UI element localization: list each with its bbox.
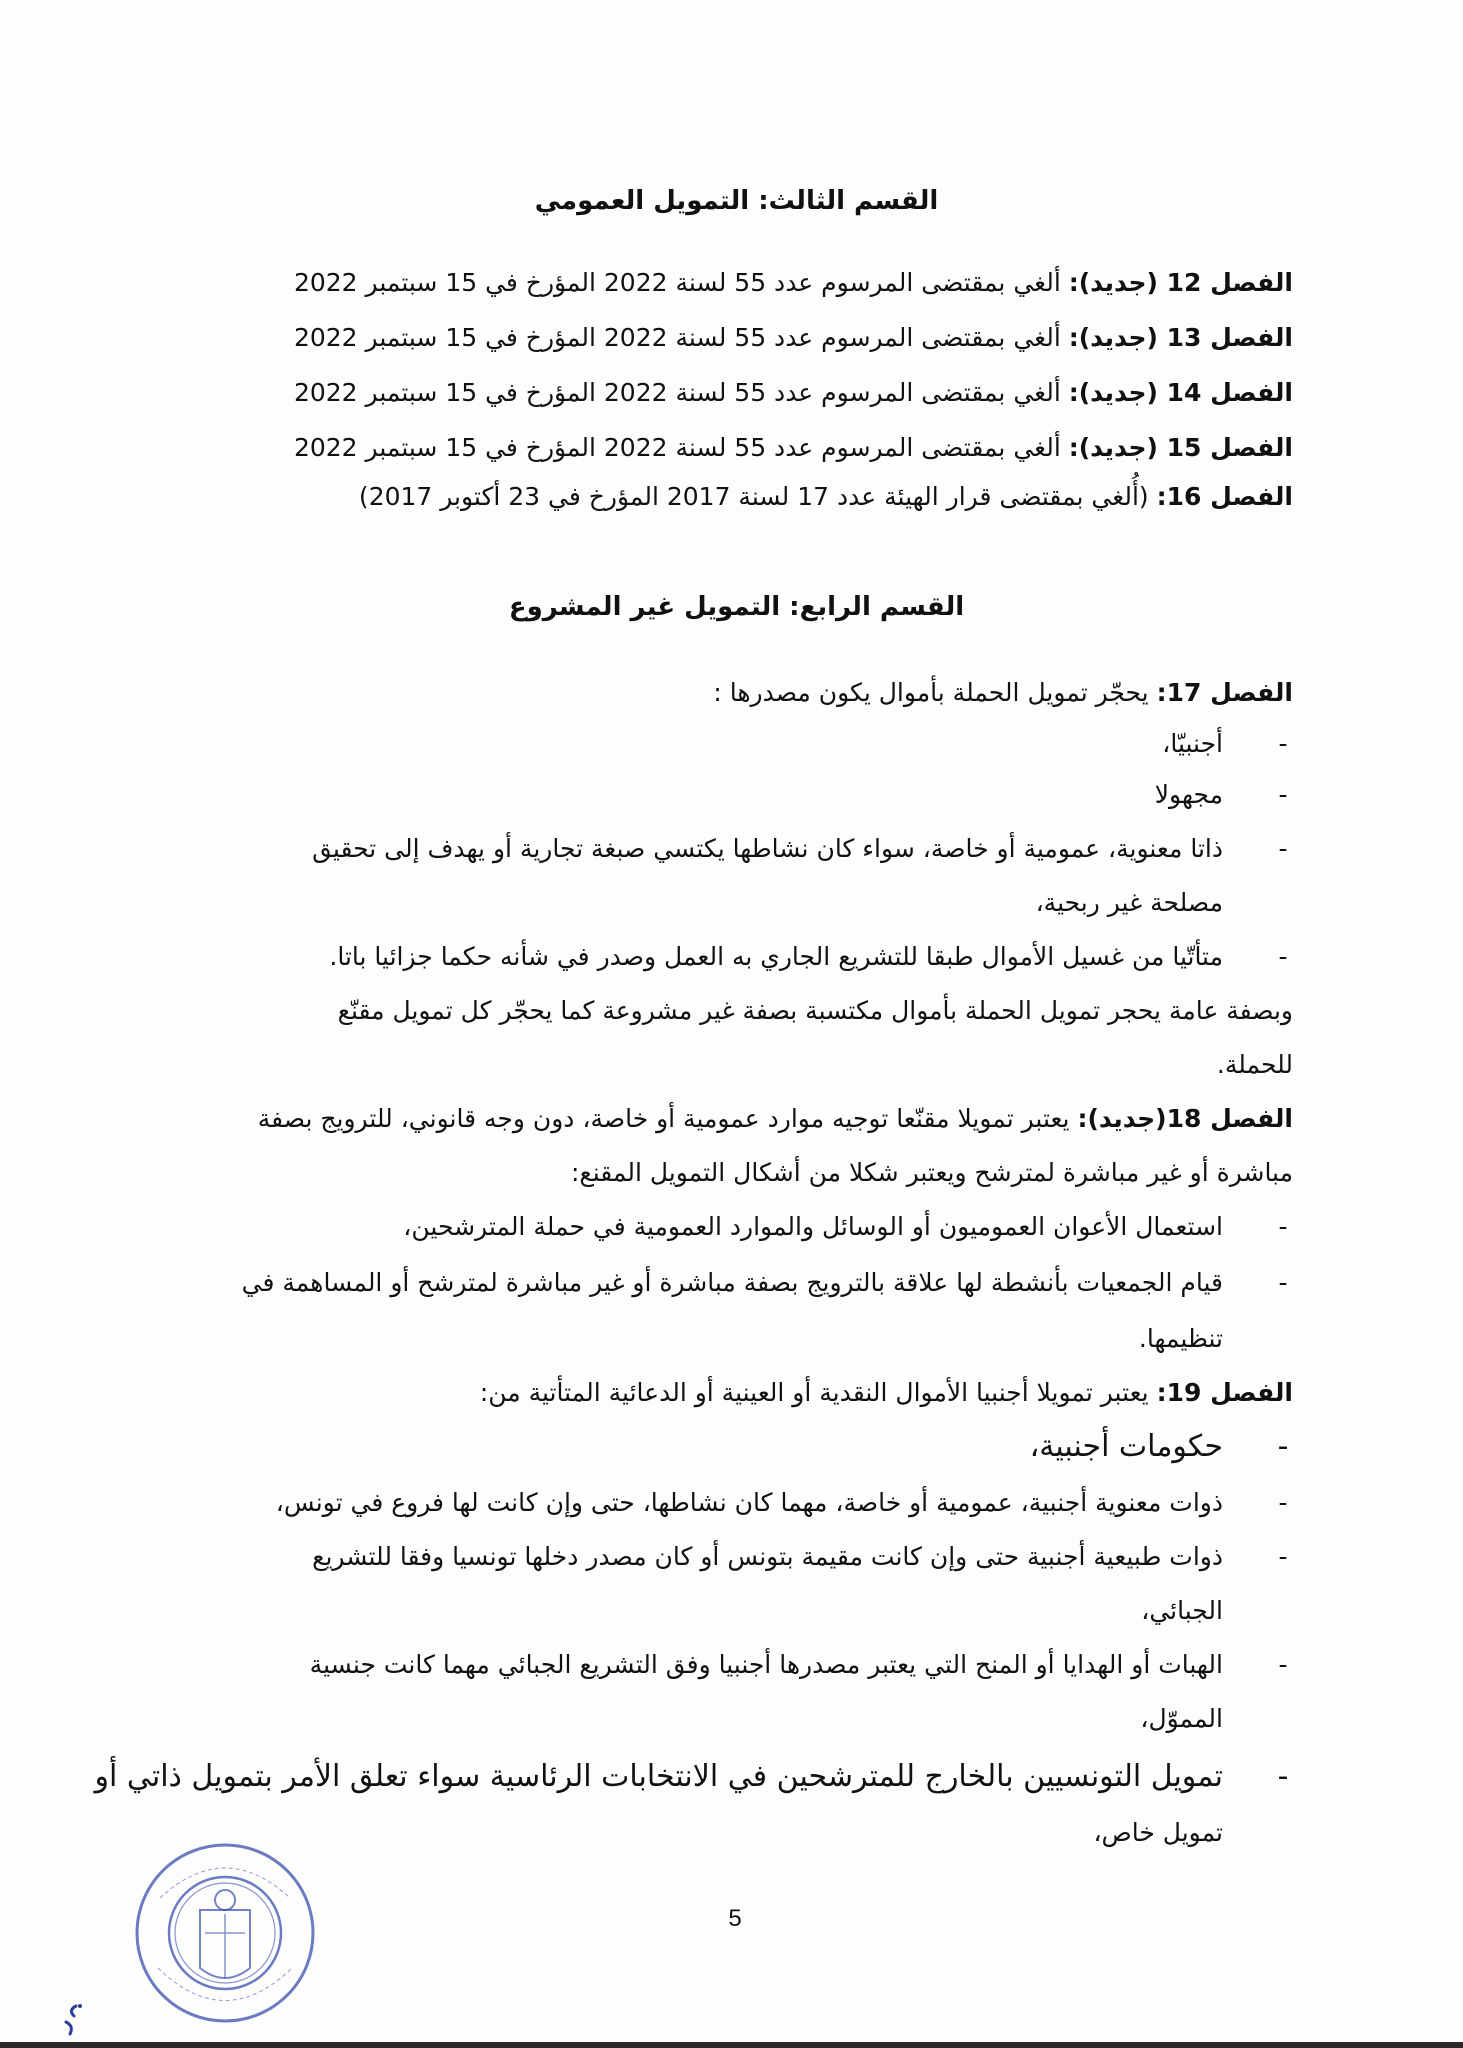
- bullet-dash: -: [1278, 942, 1288, 971]
- list-item-text: الهبات أو الهدايا أو المنح التي يعتبر مصدرها أجنبيا وفق التشريع الجبائي مهما كانت جنسية: [309, 1650, 1223, 1679]
- list-item-text: ذاتا معنوية، عمومية أو خاصة، سواء كان نشاطها يكتسي صبغة تجارية أو يهدف إلى تحقيق: [312, 834, 1223, 863]
- list-item-text: قيام الجمعيات بأنشطة لها علاقة بالترويج بصفة مباشرة أو غير مباشرة لمترشح أو المساهمة في: [241, 1268, 1223, 1297]
- bullet-dash: -: [1278, 780, 1288, 809]
- article-13: [180, 319, 1293, 357]
- bullet-dash: -: [1277, 1429, 1289, 1464]
- list-item-text: الجبائي،: [1141, 1596, 1223, 1625]
- article-label: الفصل 15 (جديد):: [1068, 433, 1293, 462]
- article-text: يعتبر تمويلا أجنبيا الأموال النقدية أو العينية أو الدعائية المتأتية من:: [479, 1378, 1157, 1407]
- list-item-text: ذوات طبيعية أجنبية حتى وإن كانت مقيمة بتونس أو كان مصدر دخلها تونسيا وفقا للتشريع: [312, 1542, 1223, 1571]
- bullet-dash: -: [1278, 1542, 1288, 1571]
- bullet-dash: -: [1278, 1650, 1288, 1679]
- bullet-dash: -: [1278, 834, 1288, 863]
- section-title-3: القسم الثالث: التمويل العمومي: [534, 186, 939, 216]
- article-12: [180, 264, 1293, 302]
- article-text: ألغي بمقتضى المرسوم عدد 55 لسنة 2022 المؤرخ في 15 سبتمبر 2022: [293, 323, 1069, 352]
- bullet-dash: -: [1278, 1212, 1288, 1241]
- bullet-dash: -: [1277, 1759, 1289, 1794]
- bullet-dash: -: [1278, 729, 1288, 758]
- article-14: [180, 374, 1293, 412]
- article-18-intro: [180, 1100, 1293, 1138]
- article-label: الفصل 16:: [1156, 482, 1293, 511]
- article-text: يعتبر تمويلا مقنّعا توجيه موارد عمومية أو خاصة، دون وجه قانوني، للترويج بصفة: [257, 1104, 1078, 1133]
- official-stamp: [130, 1838, 320, 2028]
- article-17-closing: وبصفة عامة يحجر تمويل الحملة بأموال مكتسبة بصفة غير مشروعة كما يحجّر كل تمويل مقنّع: [337, 996, 1293, 1025]
- scan-edge: [0, 2042, 1463, 2048]
- section-title-4: القسم الرابع: التمويل غير المشروع: [508, 592, 965, 622]
- list-item-text: تمويل خاص،: [1093, 1818, 1223, 1847]
- list-item-text: مجهولا: [1154, 780, 1223, 809]
- article-19-intro: [180, 1374, 1293, 1412]
- initials-mark: [58, 2000, 88, 2040]
- bullet-dash: -: [1278, 1268, 1288, 1297]
- list-item-text: مصلحة غير ربحية،: [1035, 888, 1223, 917]
- article-text: ألغي بمقتضى المرسوم عدد 55 لسنة 2022 المؤرخ في 15 سبتمبر 2022: [293, 268, 1069, 297]
- article-17-closing-cont: للحملة.: [1216, 1050, 1293, 1079]
- article-16: [180, 478, 1293, 516]
- article-label: الفصل 14 (جديد):: [1068, 378, 1293, 407]
- article-label: الفصل 13 (جديد):: [1068, 323, 1293, 352]
- article-text: ألغي بمقتضى المرسوم عدد 55 لسنة 2022 المؤرخ في 15 سبتمبر 2022: [293, 378, 1069, 407]
- list-item-text: حكومات أجنبية،: [1029, 1429, 1223, 1464]
- article-label: الفصل 12 (جديد):: [1068, 268, 1293, 297]
- article-text: (أُلغي بمقتضى قرار الهيئة عدد 17 لسنة 2017 المؤرخ في 23 أكتوبر 2017): [358, 482, 1157, 511]
- page-number: 5: [728, 1905, 742, 1932]
- article-text: ألغي بمقتضى المرسوم عدد 55 لسنة 2022 المؤرخ في 15 سبتمبر 2022: [293, 433, 1069, 462]
- list-item-text: استعمال الأعوان العموميون أو الوسائل والموارد العمومية في حملة المترشحين،: [403, 1212, 1223, 1241]
- list-item-text: تمويل التونسيين بالخارج للمترشحين في الانتخابات الرئاسية سواء تعلق الأمر بتمويل ذاتي أو: [94, 1759, 1223, 1794]
- article-label: الفصل 17:: [1156, 678, 1293, 707]
- list-item-text: تنظيمها.: [1138, 1324, 1223, 1353]
- article-15: [180, 429, 1293, 467]
- article-label: الفصل 19:: [1156, 1378, 1293, 1407]
- list-item-text: أجنبيّا،: [1162, 729, 1223, 758]
- article-18-intro-cont: مباشرة أو غير مباشرة لمترشح ويعتبر شكلا من أشكال التمويل المقنع:: [570, 1158, 1293, 1187]
- article-17-intro: [180, 674, 1293, 712]
- handwritten-initials: [58, 2000, 88, 2047]
- article-text: يحجّر تمويل الحملة بأموال يكون مصدرها :: [713, 678, 1157, 707]
- list-item-text: المموّل،: [1140, 1704, 1223, 1733]
- list-item-text: متأتّيا من غسيل الأموال طبقا للتشريع الجاري به العمل وصدر في شأنه حكما جزائيا باتا.: [329, 942, 1223, 971]
- list-item-text: ذوات معنوية أجنبية، عمومية أو خاصة، مهما كان نشاطها، حتى وإن كانت لها فروع في تونس،: [275, 1488, 1223, 1517]
- bullet-dash: -: [1278, 1488, 1288, 1517]
- article-label: الفصل 18(جديد):: [1077, 1104, 1293, 1133]
